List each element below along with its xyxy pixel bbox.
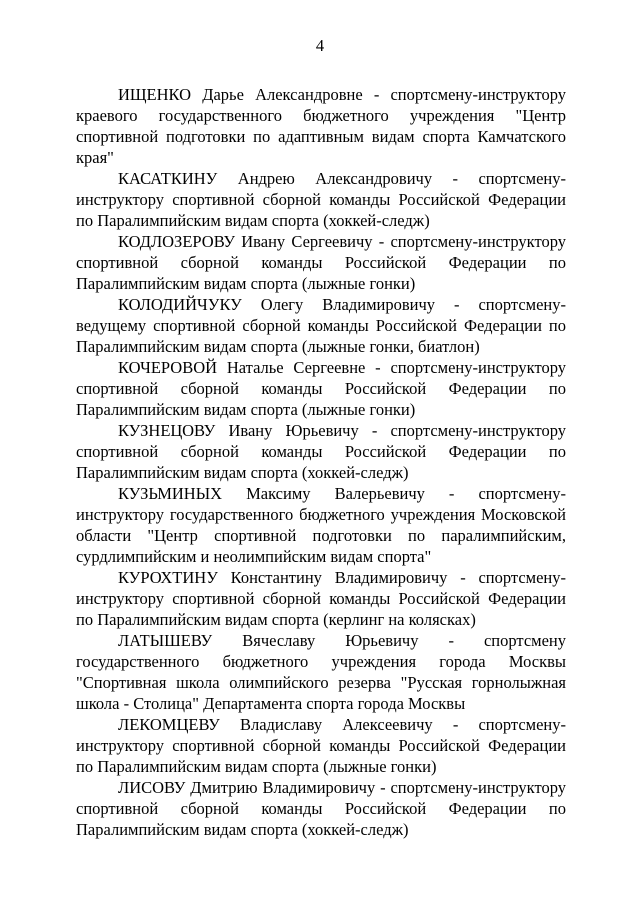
- list-item: ИЩЕНКО Дарье Александровне - спортсмену-инструктору краевого государственного бюджетного учреждения "Центр спортивной подготовки по адаптивным видам спорта Камчатского края": [76, 85, 566, 167]
- list-item: КАСАТКИНУ Андрею Александровичу - спортсмену-инструктору спортивной сборной команды Российской Федерации по Паралимпийским видам спорта (хоккей-следж): [76, 169, 566, 230]
- award-list: [76, 84, 566, 840]
- list-item: КОЛОДИЙЧУКУ Олегу Владимировичу - спортсмену-ведущему спортивной сборной команды Российской Федерации по Паралимпийским видам спорта (лыжные гонки, биатлон): [76, 295, 566, 356]
- list-item: КУЗЬМИНЫХ Максиму Валерьевичу - спортсмену-инструктору государственного бюджетного учреждения Московской области "Центр спортивной подготовки по паралимпийским, сурдлимпийским и неолимпийским видам спорта": [76, 484, 566, 566]
- list-item: КОДЛОЗЕРОВУ Ивану Сергеевичу - спортсмену-инструктору спортивной сборной команды Российской Федерации по Паралимпийским видам спорта (лыжные гонки): [76, 232, 566, 293]
- page-number: 4: [315, 36, 325, 55]
- list-item: ЛАТЫШЕВУ Вячеславу Юрьевичу - спортсмену государственного бюджетного учреждения города Москвы "Спортивная школа олимпийского резерва "Русская горнолыжная школа - Столица" Департамента спорта города Москвы: [76, 631, 566, 713]
- list-item: КУРОХТИНУ Константину Владимировичу - спортсмену-инструктору спортивной сборной команды Российской Федерации по Паралимпийским видам спорта (керлинг на колясках): [76, 568, 566, 629]
- list-item: ЛИСОВУ Дмитрию Владимировичу - спортсмену-инструктору спортивной сборной команды Российской Федерации по Паралимпийским видам спорта (хоккей-следж): [76, 778, 566, 839]
- list-item: ЛЕКОМЦЕВУ Владиславу Алексеевичу - спортсмену-инструктору спортивной сборной команды Российской Федерации по Паралимпийским видам спорта (лыжные гонки): [76, 715, 566, 776]
- list-item: КУЗНЕЦОВУ Ивану Юрьевичу - спортсмену-инструктору спортивной сборной команды Российской Федерации по Паралимпийским видам спорта (хоккей-следж): [76, 421, 566, 482]
- list-item: КОЧЕРОВОЙ Наталье Сергеевне - спортсмену-инструктору спортивной сборной команды Российской Федерации по Паралимпийским видам спорта (лыжные гонки): [76, 358, 566, 419]
